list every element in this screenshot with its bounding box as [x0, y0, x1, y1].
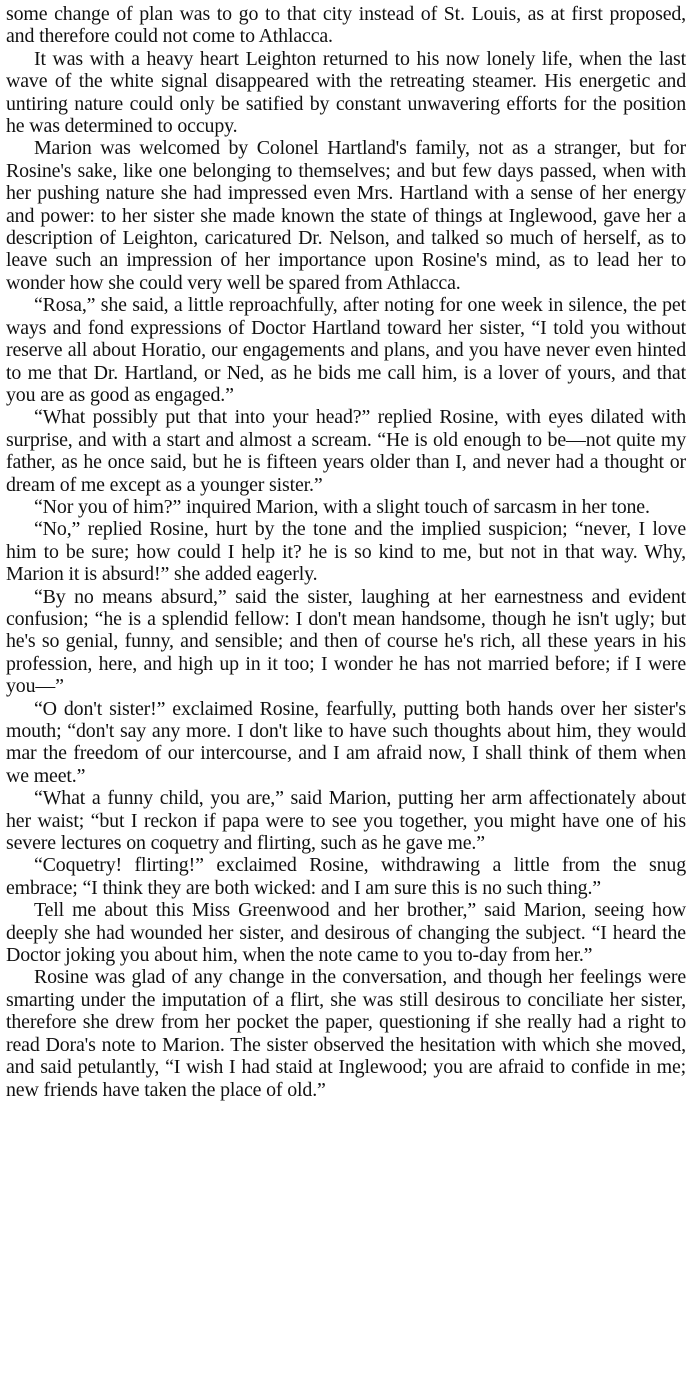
paragraph-9: “O don't sister!” exclaimed Rosine, fearfully, putting both hands over her sister's mouth; “don't say any more. I don't like to have such thoughts about him, they would mar the freedom of our intercourse, and I am afraid now, I shall think of them when we meet.” [6, 697, 686, 787]
paragraph-11: “Coquetry! flirting!” exclaimed Rosine, withdrawing a little from the snug embrace; “I think they are both wicked: and I am sure this is no such thing.” [6, 854, 686, 899]
paragraph-2: It was with a heavy heart Leighton returned to his now lonely life, when the last wave of the white signal disappeared with the retreating steamer. His energetic and untiring nature could only be satified by constant unwavering efforts for the position he was determined to occupy. [6, 47, 686, 138]
paragraph-3: Marion was welcomed by Colonel Hartland's family, not as a stranger, but for Rosine's sake, like one belonging to themselves; and but few days passed, when with her pushing nature she had impressed even Mrs. Hartland with a sense of her energy and power: to her sister she made known the state of things at Inglewood, gave her a description of Leighton, caricatured Dr. Nelson, and talked so much of herself, as to leave such an impression of her importance upon Rosine's mind, as to lead her to wonder how she could very well be spared from Athlacca. [6, 137, 686, 294]
paragraph-1: some change of plan was to go to that city instead of St. Louis, as at first proposed, and therefore could not come to Athlacca. [6, 3, 686, 48]
paragraph-12: Tell me about this Miss Greenwood and her brother,” said Marion, seeing how deeply she had wounded her sister, and desirous of changing the subject. “I heard the Doctor joking you about him, when the note came to you to-day from her.” [6, 899, 686, 967]
paragraph-4: “Rosa,” she said, a little reproachfully, after noting for one week in silence, the pet ways and fond expressions of Doctor Hartland toward her sister, “I told you without reserve all about Horatio, our engagements and plans, and you have never even hinted to me that Dr. Hartland, or Ned, as he bids me call him, is a lover of yours, and that you are as good as engaged.” [6, 294, 686, 406]
paragraph-8: “By no means absurd,” said the sister, laughing at her earnestness and evident confusion; “he is a splendid fellow: I don't mean handsome, though he isn't ugly; but he's so genial, funny, and sensible; and then of course he's rich, all these years in his profession, here, and high up in it too; I wonder he has not married before; if I were you—” [6, 585, 686, 698]
paragraph-13: Rosine was glad of any change in the conversation, and though her feelings were smarting under the imputation of a flirt, she was still desirous to conciliate her sister, therefore she drew from her pocket the paper, questioning if she really had a right to read Dora's note to Marion. The sister observed the hesitation with which she moved, and said petulantly, “I wish I had staid at Inglewood; you are afraid to confide in me; new friends have taken the place of old.” [6, 966, 686, 1101]
paragraph-10: “What a funny child, you are,” said Marion, putting her arm affectionately about her waist; “but I reckon if papa were to see you together, you might have one of his severe lectures on coquetry and flirting, such as he gave me.” [6, 787, 686, 855]
paragraph-5: “What possibly put that into your head?” replied Rosine, with eyes dilated with surprise, and with a start and almost a scream. “He is old enough to be—not quite my father, as he once said, but he is fifteen years older than I, and never had a thought or dream of me except as a younger sister.” [6, 406, 686, 496]
paragraph-7: “No,” replied Rosine, hurt by the tone and the implied suspicion; “never, I love him to be sure; how could I help it? he is so kind to me, but not in that way. Why, Marion it is absurd!” she added eagerly. [6, 518, 686, 586]
paragraph-6: “Nor you of him?” inquired Marion, with a slight touch of sarcasm in her tone. [34, 495, 650, 518]
